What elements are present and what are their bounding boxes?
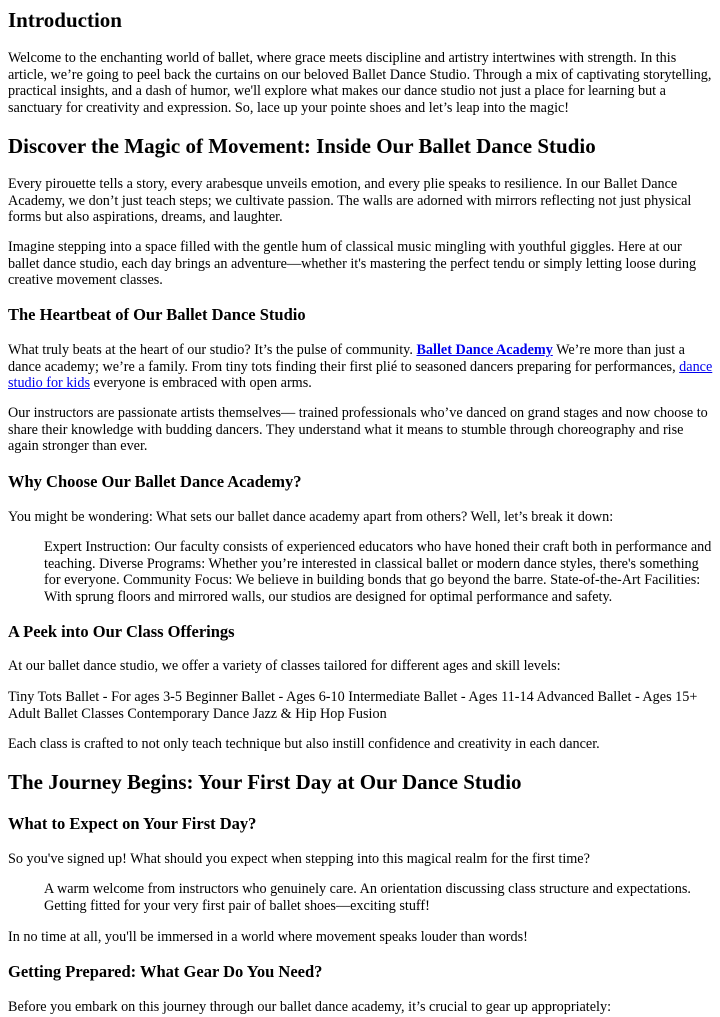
expect-paragraph-2: In no time at all, you'll be immersed in a world where movement speaks louder than words!: [8, 929, 528, 945]
heartbeat-text-end: everyone is embraced with open arms.: [89, 375, 312, 391]
heartbeat-text-middle: We’re more than just a dance academy; we’re a family. From tiny tots finding their first plié to seasoned dancers preparing for performances,: [8, 342, 685, 375]
offerings-class-list: Tiny Tots Ballet - For ages 3-5 Beginner Ballet - Ages 6-10 Intermediate Ballet - Ages 11-14 Advanced Ballet - Ages 15+ Adult Ballet Classes Contemporary Dance Jazz & Hip Hop Fusion: [8, 689, 698, 722]
heartbeat-text-start: What truly beats at the heart of our studio? It’s the pulse of community.: [8, 342, 417, 358]
gear-paragraph: Before you embark on this journey through our ballet dance academy, it’s crucial to gear up appropriately:: [8, 999, 612, 1015]
heartbeat-paragraph-1: [8, 342, 714, 392]
offerings-paragraph-1: At our ballet dance studio, we offer a variety of classes tailored for different ages and skill levels:: [8, 658, 561, 674]
dance-studio-for-kids-link[interactable]: dance studio for kids: [8, 358, 713, 391]
why-benefits-quote: Expert Instruction: Our faculty consists of experienced educators who have honed their craft both in performance and teaching. Diverse Programs: Whether you’re interested in classical ballet or modern dance styles, there's something for everyone. Community Focus: We believe in building bonds that go beyond the barre. State-of-the-Art Facilities: With sprung floors and mirrored walls, our studios are designed for optimal performance and safety.: [44, 539, 712, 605]
offerings-paragraph-3: Each class is crafted to not only teach technique but also instill confidence and creativity in each dancer.: [8, 736, 600, 752]
magic-paragraph-1: Every pirouette tells a story, every arabesque unveils emotion, and every plie speaks to resilience. In our Ballet Dance Academy, we don’t just teach steps; we cultivate passion. The walls are adorned with mirrors reflecting not just physical forms but also aspirations, dreams, and laughter.: [8, 176, 692, 225]
magic-paragraph-2: Imagine stepping into a space filled with the gentle hum of classical music mingling with youthful giggles. Here at our ballet dance studio, each day brings an adventure—whether it's mastering the perfect tendu or simply letting loose during creative movement classes.: [8, 239, 697, 288]
intro-paragraph: Welcome to the enchanting world of ballet, where grace meets discipline and artistry intertwines with strength. In this article, we’re going to peel back the curtains on our beloved Ballet Dance Studio. Through a mix of captivating storytelling, practical insights, and a dash of humor, we'll explore what makes our dance studio not just a place for learning but a sanctuary for creativity and expression. So, lace up your pointe shoes and let’s leap into the magic!: [8, 50, 712, 116]
expect-heading: What to Expect on Your First Day?: [8, 814, 257, 833]
journey-heading: The Journey Begins: Your First Day at Our Dance Studio: [8, 770, 522, 794]
intro-heading: Introduction: [8, 8, 122, 32]
why-heading: Why Choose Our Ballet Dance Academy?: [8, 472, 302, 491]
ballet-dance-academy-link[interactable]: Ballet Dance Academy: [416, 342, 553, 358]
expect-paragraph-1: So you've signed up! What should you expect when stepping into this magical realm for the first time?: [8, 851, 590, 867]
gear-heading: Getting Prepared: What Gear Do You Need?: [8, 962, 323, 981]
offerings-heading: A Peek into Our Class Offerings: [8, 622, 235, 641]
why-paragraph: You might be wondering: What sets our ballet dance academy apart from others? Well, let’s break it down:: [8, 509, 614, 525]
magic-heading: Discover the Magic of Movement: Inside Our Ballet Dance Studio: [8, 134, 596, 158]
heartbeat-paragraph-2: Our instructors are passionate artists themselves— trained professionals who’ve danced on grand stages and now choose to share their knowledge with budding dancers. They understand what it means to stumble through choreography and rise again stronger than ever.: [8, 405, 708, 454]
heartbeat-heading: The Heartbeat of Our Ballet Dance Studio: [8, 305, 306, 324]
expect-list-quote: A warm welcome from instructors who genuinely care. An orientation discussing class structure and expectations. Getting fitted for your very first pair of ballet shoes—exciting stuff!: [44, 881, 691, 914]
